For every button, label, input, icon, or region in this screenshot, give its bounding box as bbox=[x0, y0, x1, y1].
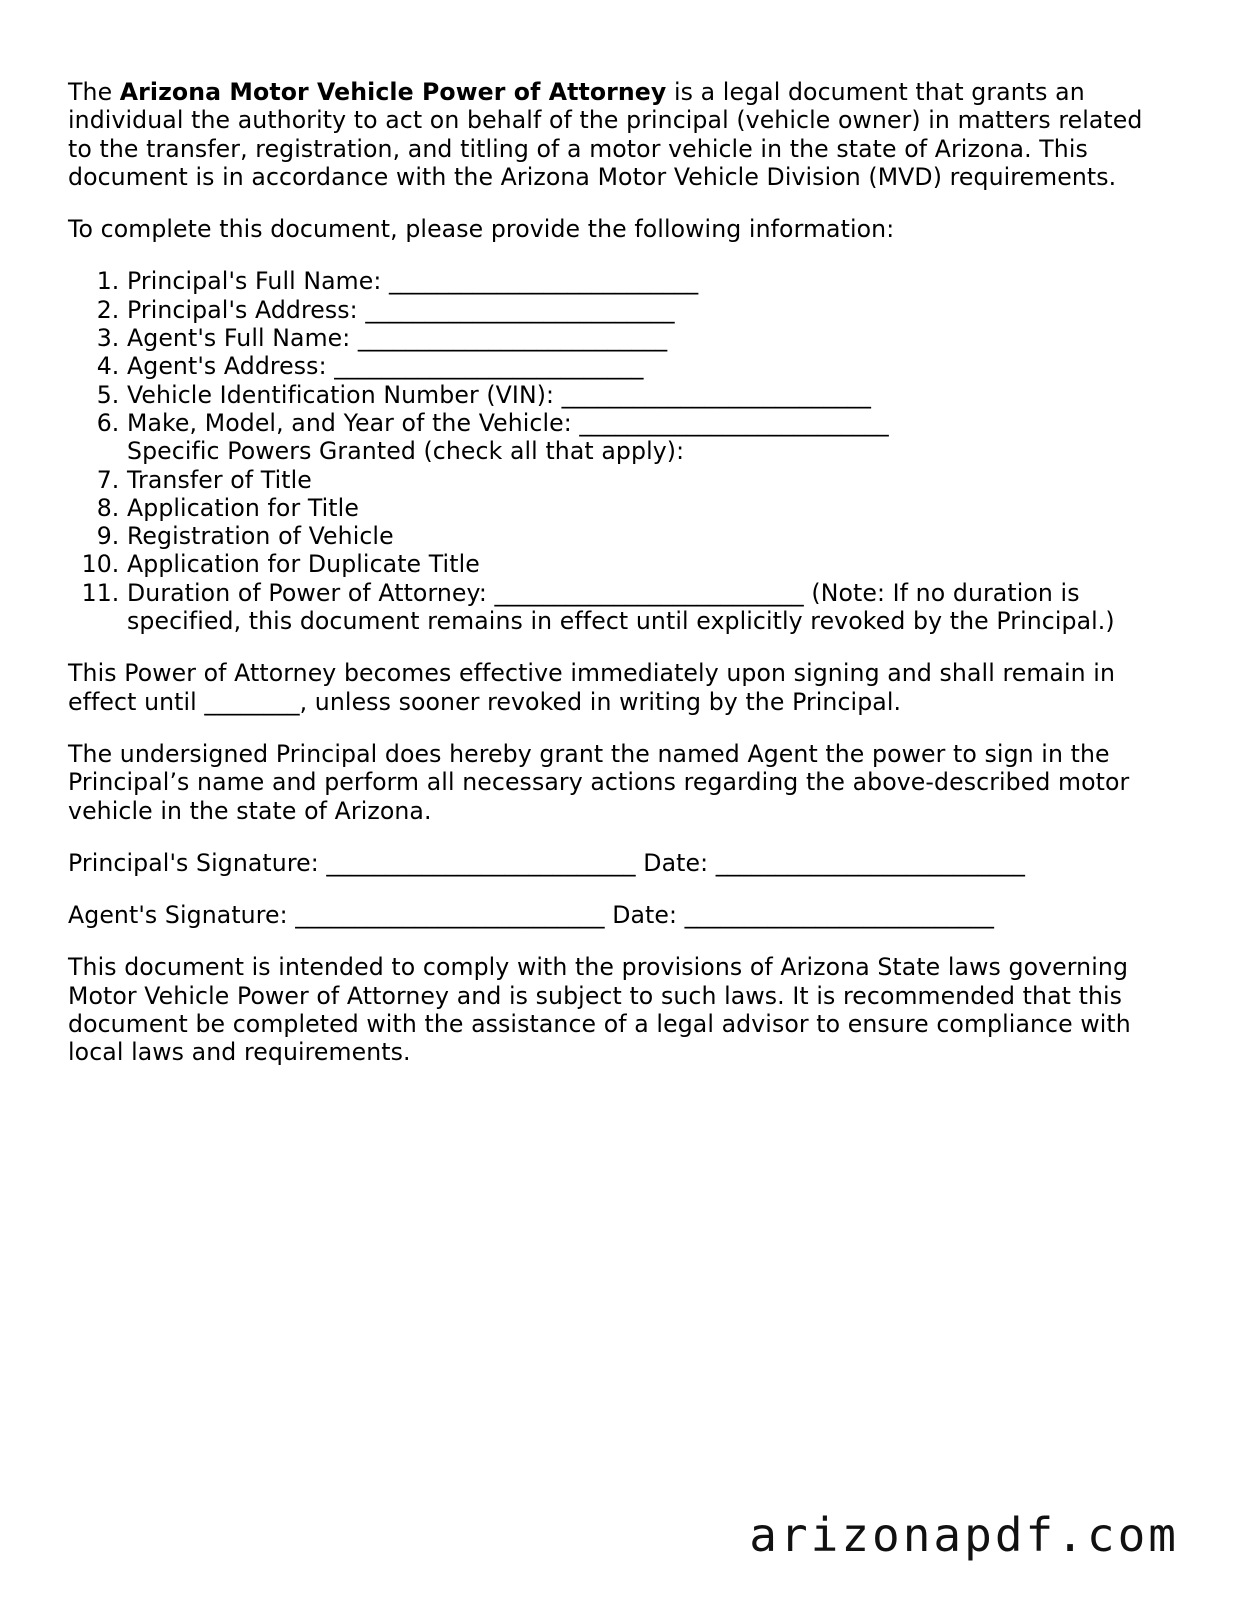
field-principal-address: 2. Principal's Address: __________________________ bbox=[127, 296, 1158, 324]
intro-paragraph bbox=[68, 78, 1158, 191]
effective-clause: This Power of Attorney becomes effective immediately upon signing and shall remain in effect until ________, unless sooner revoked in writing by the Principal. bbox=[68, 659, 1116, 716]
field-make-model-year-label: Make, Model, and Year of the Vehicle: __________________________ bbox=[127, 408, 889, 437]
fields-list bbox=[68, 267, 1158, 635]
power-transfer-title: 7. Transfer of Title bbox=[127, 466, 1158, 494]
power-duplicate-title: 10. Application for Duplicate Title bbox=[127, 550, 1158, 578]
compliance-note: This document is intended to comply with the provisions of Arizona State laws governing Motor Vehicle Power of Attorney and is subject to such laws. It is recommended that this document be completed with the assistance of a legal advisor to ensure compliance with local laws and requirements. bbox=[68, 953, 1131, 1067]
powers-heading: Specific Powers Granted (check all that apply): bbox=[127, 437, 685, 466]
field-vin: 5. Vehicle Identification Number (VIN): __________________________ bbox=[127, 381, 1158, 409]
field-agent-name: 3. Agent's Full Name: __________________________ bbox=[127, 324, 1158, 352]
watermark: arizonapdf.com bbox=[749, 1508, 1179, 1562]
field-principal-name: 1. Principal's Full Name: __________________________ bbox=[127, 267, 1158, 295]
instructions: To complete this document, please provide the following information: bbox=[68, 215, 895, 244]
document-page bbox=[68, 78, 1158, 1091]
field-agent-address: 4. Agent's Address: __________________________ bbox=[127, 352, 1158, 380]
agent-signature-line: Agent's Signature: __________________________ Date: __________________________ bbox=[68, 901, 994, 930]
power-registration: 9. Registration of Vehicle bbox=[127, 522, 1158, 550]
intro-rest: is a legal document that grants an individual the authority to act on behalf of the principal (vehicle owner) in matters related to the transfer, registration, and titling of a motor vehicle in the state of Arizona. This document is in accordance with the Arizona Motor Vehicle Division (MVD) requirements. bbox=[68, 78, 1143, 191]
field-make-model-year bbox=[127, 409, 1158, 466]
intro-lead: The bbox=[68, 78, 120, 106]
principal-signature-line: Principal's Signature: __________________________ Date: __________________________ bbox=[68, 848, 1026, 877]
field-duration: 11. Duration of Power of Attorney: __________________________ (Note: If no duration is specified, this document remains in effect until explicitly revoked by the Principal.) bbox=[127, 579, 1158, 636]
grant-clause: The undersigned Principal does hereby grant the named Agent the power to sign in the Principal’s name and perform all necessary actions regarding the above-described motor vehicle in the state of Arizona. bbox=[68, 739, 1130, 825]
document-title: Arizona Motor Vehicle Power of Attorney bbox=[119, 78, 667, 106]
power-application-title: 8. Application for Title bbox=[127, 494, 1158, 522]
